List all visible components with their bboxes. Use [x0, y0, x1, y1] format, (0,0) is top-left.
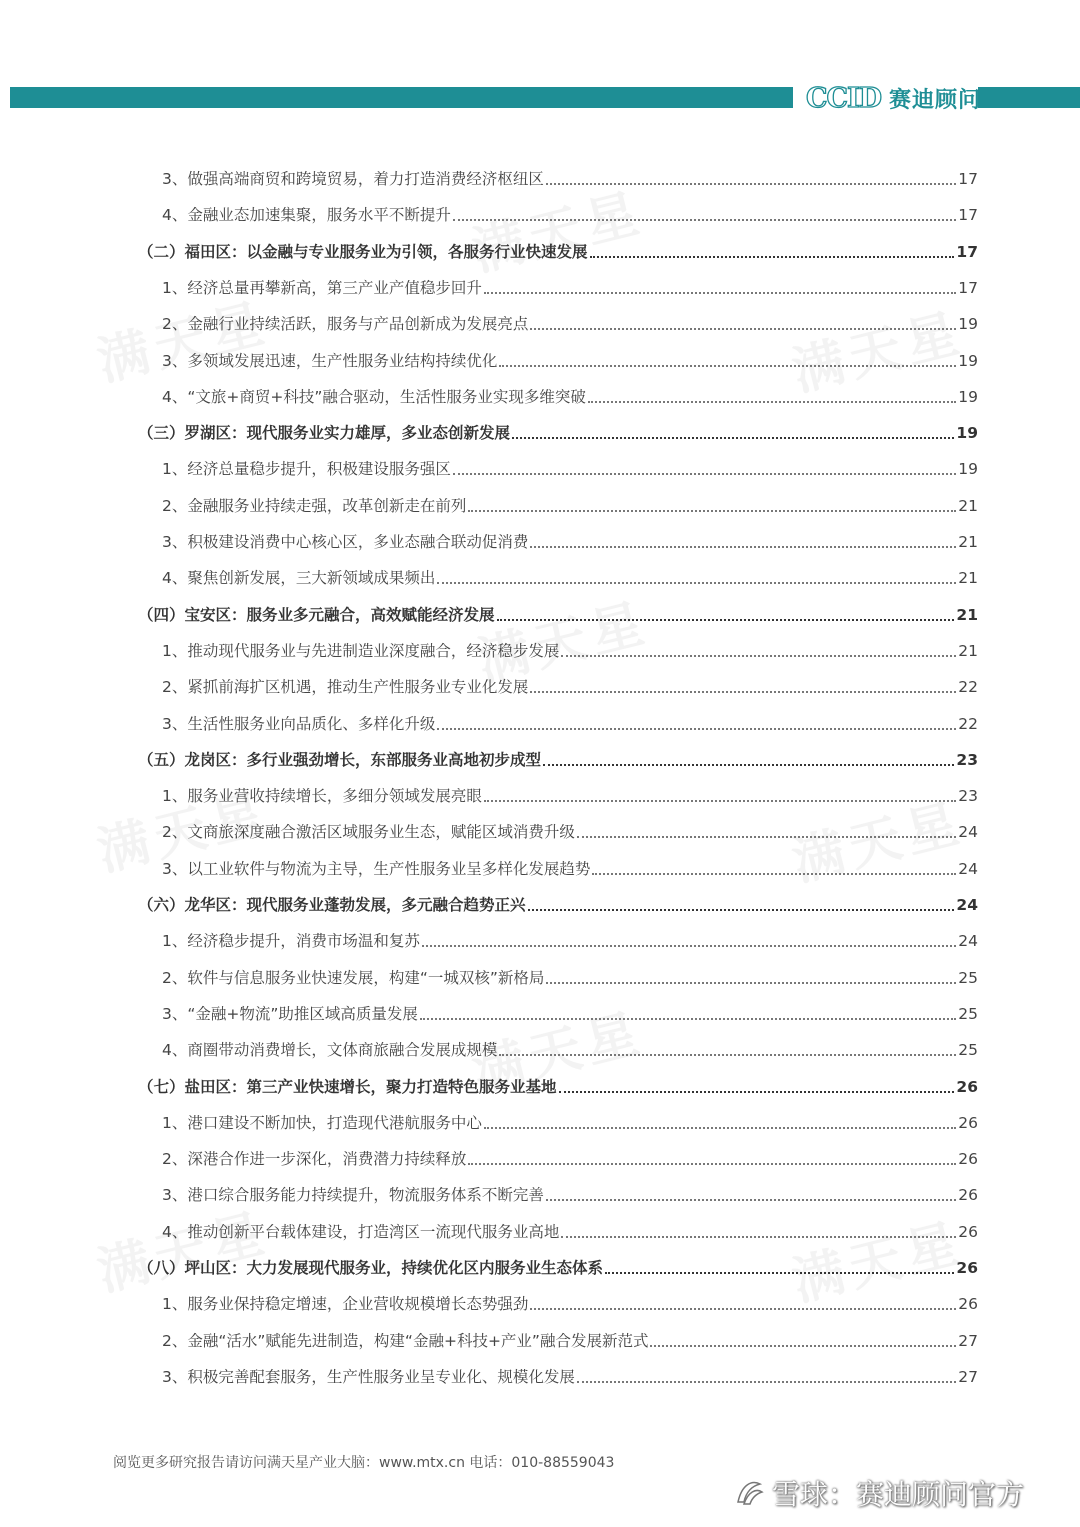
toc-page-number: 22 — [958, 678, 978, 697]
dot-leader — [437, 582, 956, 584]
toc-page-number: 17 — [956, 242, 978, 261]
toc-subsection-entry[interactable] — [162, 965, 978, 989]
toc-entry-title: 1、服务业营收持续增长，多细分领域发展亮眼 — [162, 787, 482, 806]
dot-leader — [484, 1127, 956, 1129]
toc-entry-title: 4、商圈带动消费增长，文体商旅融合发展成规模 — [162, 1041, 498, 1060]
toc-entry-title: （五）龙岗区：多行业强劲增长，东部服务业高地初步成型 — [138, 750, 542, 769]
xueqiu-attribution — [732, 1473, 1024, 1513]
dot-leader — [577, 1381, 956, 1383]
toc-page-number: 24 — [956, 896, 978, 914]
xueqiu-text: 雪球：赛迪顾问官方 — [772, 1478, 1025, 1511]
toc-subsection-entry[interactable] — [162, 456, 978, 480]
toc-entry-title: 3、做强高端商贸和跨境贸易，着力打造消费经济枢纽区 — [162, 170, 544, 188]
toc-section-entry[interactable] — [138, 747, 978, 771]
toc-subsection-entry[interactable] — [162, 384, 978, 408]
dot-leader — [453, 219, 956, 221]
dot-leader — [590, 256, 955, 258]
dot-leader — [530, 1308, 956, 1310]
toc-subsection-entry[interactable] — [162, 856, 978, 880]
dot-leader — [546, 1199, 956, 1201]
toc-page-number: 24 — [958, 932, 978, 951]
toc-entry-title: 3、多领域发展迅速，生产性服务业结构持续优化 — [162, 351, 498, 370]
toc-page-number: 19 — [958, 460, 978, 479]
dot-leader — [577, 836, 956, 838]
toc-subsection-entry[interactable] — [162, 311, 978, 335]
toc-subsection-entry[interactable] — [162, 1037, 978, 1061]
dot-leader — [512, 437, 954, 439]
dot-leader — [420, 1018, 956, 1020]
toc-page-number: 23 — [958, 787, 978, 806]
toc-page-number: 25 — [958, 1004, 978, 1023]
dot-leader — [543, 764, 954, 766]
toc-page-number: 17 — [958, 170, 978, 188]
toc-subsection-entry[interactable] — [162, 202, 978, 226]
toc-page-number: 21 — [958, 533, 978, 551]
toc-subsection-entry[interactable] — [162, 783, 978, 807]
dot-leader — [546, 183, 956, 185]
toc-subsection-entry[interactable] — [162, 565, 978, 589]
toc-subsection-entry[interactable] — [162, 348, 978, 372]
toc-page-number: 19 — [958, 351, 978, 370]
toc-page-number: 26 — [958, 1186, 978, 1205]
toc-page-number: 25 — [958, 968, 978, 987]
toc-page-number: 19 — [958, 387, 978, 406]
dot-leader — [528, 909, 955, 911]
footer-text: 阅览更多研究报告请访问满天星产业大脑：www.mtx.cn 电话：010-88559043 — [113, 1455, 615, 1471]
dot-leader — [530, 328, 956, 330]
toc-page-number: 21 — [958, 496, 978, 515]
toc-entry-title: 3、港口综合服务能力持续提升，物流服务体系不断完善 — [162, 1186, 544, 1205]
toc-page-number: 26 — [958, 1295, 978, 1314]
toc-section-entry[interactable] — [138, 1255, 978, 1279]
toc-entry-title: 1、港口建设不断加快，打造现代港航服务中心 — [162, 1113, 482, 1132]
toc-subsection-entry[interactable] — [162, 1146, 978, 1170]
toc-page-number: 26 — [956, 1077, 978, 1096]
toc-page-number: 23 — [956, 750, 978, 769]
toc-subsection-entry[interactable] — [162, 166, 978, 190]
toc-section-entry[interactable] — [138, 1074, 978, 1098]
toc-entry-title: （六）龙华区：现代服务业蓬勃发展，多元融合趋势正兴 — [138, 896, 526, 914]
toc-entry-title: 1、经济总量再攀新高，第三产业产值稳步回升 — [162, 278, 482, 297]
toc-entry-title: 2、软件与信息服务业快速发展，构建“一城双核”新格局 — [162, 968, 545, 987]
toc-page-number: 27 — [958, 1367, 978, 1386]
toc-subsection-entry[interactable] — [162, 1219, 978, 1243]
toc-page-number: 25 — [958, 1041, 978, 1060]
dot-leader — [561, 1236, 956, 1238]
toc-subsection-entry[interactable] — [162, 1291, 978, 1315]
dot-leader — [561, 655, 956, 657]
dot-leader — [453, 473, 956, 475]
toc-entry-title: （四）宝安区：服务业多元融合，高效赋能经济发展 — [138, 605, 495, 624]
toc-entry-title: 2、金融行业持续活跃，服务与产品创新成为发展亮点 — [162, 315, 529, 334]
toc-entry-title: 4、金融业态加速集聚，服务水平不断提升 — [162, 206, 451, 225]
toc-entry-title: 4、聚焦创新发展，三大新领域成果频出 — [162, 569, 436, 588]
toc-entry-title: 3、以工业软件与物流为主导，生产性服务业呈多样化发展趋势 — [162, 859, 591, 878]
xueqiu-logo-icon — [732, 1476, 766, 1510]
dot-leader — [484, 292, 956, 294]
dot-leader — [499, 365, 956, 367]
toc-subsection-entry[interactable] — [162, 275, 978, 299]
toc-entry-title: 4、“文旅+商贸+科技”融合驱动，生活性服务业实现多维突破 — [162, 387, 586, 406]
dot-leader — [588, 401, 956, 403]
dot-leader — [530, 691, 956, 693]
toc-entry-title: 2、金融“活水”赋能先进制造，构建“金融+科技+产业”融合发展新范式 — [162, 1331, 649, 1350]
toc-entry-title: 1、推动现代服务业与先进制造业深度融合，经济稳步发展 — [162, 641, 560, 660]
toc-entry-title: （七）盐田区：第三产业快速增长，聚力打造特色服务业基地 — [138, 1077, 557, 1096]
dot-leader — [468, 1163, 956, 1165]
logo-name: 赛迪顾问 — [889, 86, 982, 113]
dot-leader — [650, 1345, 956, 1347]
toc-page-number: 17 — [958, 278, 978, 297]
toc-subsection-entry[interactable] — [162, 1364, 978, 1388]
toc-section-entry[interactable] — [138, 892, 978, 916]
toc-subsection-entry[interactable] — [162, 1182, 978, 1206]
toc-entry-title: 1、服务业保持稳定增速，企业营收规模增长态势强劲 — [162, 1295, 529, 1314]
toc-entry-title: 2、深港合作进一步深化，消费潜力持续释放 — [162, 1150, 467, 1169]
toc-page-number: 26 — [956, 1259, 978, 1277]
toc-subsection-entry[interactable] — [162, 928, 978, 952]
dot-leader — [484, 800, 956, 802]
dot-leader — [605, 1272, 954, 1274]
toc-page-number: 21 — [958, 569, 978, 588]
toc-page-number: 24 — [958, 859, 978, 878]
toc-page-number: 26 — [958, 1113, 978, 1132]
dot-leader — [546, 982, 956, 984]
toc-subsection-entry[interactable] — [162, 674, 978, 698]
toc-entry-title: （二）福田区：以金融与专业服务业为引领，各服务行业快速发展 — [138, 242, 588, 261]
toc-entry-title: （八）坪山区：大力发展现代服务业，持续优化区内服务业生态体系 — [138, 1259, 604, 1277]
dot-leader — [559, 1091, 955, 1093]
toc-page-number: 21 — [958, 641, 978, 660]
dot-leader — [592, 873, 956, 875]
toc-page-number: 24 — [958, 823, 978, 842]
toc-entry-title: 2、紧抓前海扩区机遇，推动生产性服务业专业化发展 — [162, 678, 529, 697]
toc-section-entry[interactable] — [138, 239, 978, 263]
toc-section-entry[interactable] — [138, 602, 978, 626]
toc-page-number: 26 — [958, 1150, 978, 1169]
toc-entry-title: 3、积极建设消费中心核心区，多业态融合联动促消费 — [162, 533, 529, 551]
toc-subsection-entry[interactable] — [162, 819, 978, 843]
toc-page-number: 21 — [956, 605, 978, 624]
toc-subsection-entry[interactable] — [162, 1110, 978, 1134]
logo-mark: CCID — [806, 82, 882, 114]
dot-leader — [499, 1054, 956, 1056]
dot-leader — [468, 510, 956, 512]
toc-page-number: 19 — [956, 424, 978, 443]
dot-leader — [530, 546, 956, 548]
toc-subsection-entry[interactable] — [162, 711, 978, 735]
toc-section-entry[interactable] — [138, 420, 978, 444]
toc-subsection-entry[interactable] — [162, 1001, 978, 1025]
dot-leader — [497, 619, 955, 621]
toc-subsection-entry[interactable] — [162, 1328, 978, 1352]
toc-entry-title: 2、金融服务业持续走强，改革创新走在前列 — [162, 496, 467, 515]
toc-entry-title: 1、经济总量稳步提升，积极建设服务强区 — [162, 460, 451, 479]
toc-subsection-entry[interactable] — [162, 638, 978, 662]
toc-page-number: 19 — [958, 315, 978, 334]
toc-entry-title: 1、经济稳步提升，消费市场温和复苏 — [162, 932, 420, 951]
toc-entry-title: 2、文商旅深度融合激活区域服务业生态，赋能区域消费升级 — [162, 823, 575, 842]
toc-subsection-entry[interactable] — [162, 529, 978, 553]
toc-entry-title: 4、推动创新平台载体建设，打造湾区一流现代服务业高地 — [162, 1222, 560, 1241]
toc-page-number: 26 — [958, 1222, 978, 1241]
toc-page-number: 27 — [958, 1331, 978, 1350]
toc-entry-title: 3、“金融+物流”助推区域高质量发展 — [162, 1004, 418, 1023]
dot-leader — [437, 728, 956, 730]
toc-entry-title: 3、生活性服务业向品质化、多样化升级 — [162, 714, 436, 733]
dot-leader — [422, 945, 956, 947]
toc-entry-title: 3、积极完善配套服务，生产性服务业呈专业化、规模化发展 — [162, 1367, 575, 1386]
toc-page-number: 17 — [958, 206, 978, 225]
toc-subsection-entry[interactable] — [162, 493, 978, 517]
toc-entry-title: （三）罗湖区：现代服务业实力雄厚，多业态创新发展 — [138, 424, 511, 443]
toc-page-number: 22 — [958, 714, 978, 733]
